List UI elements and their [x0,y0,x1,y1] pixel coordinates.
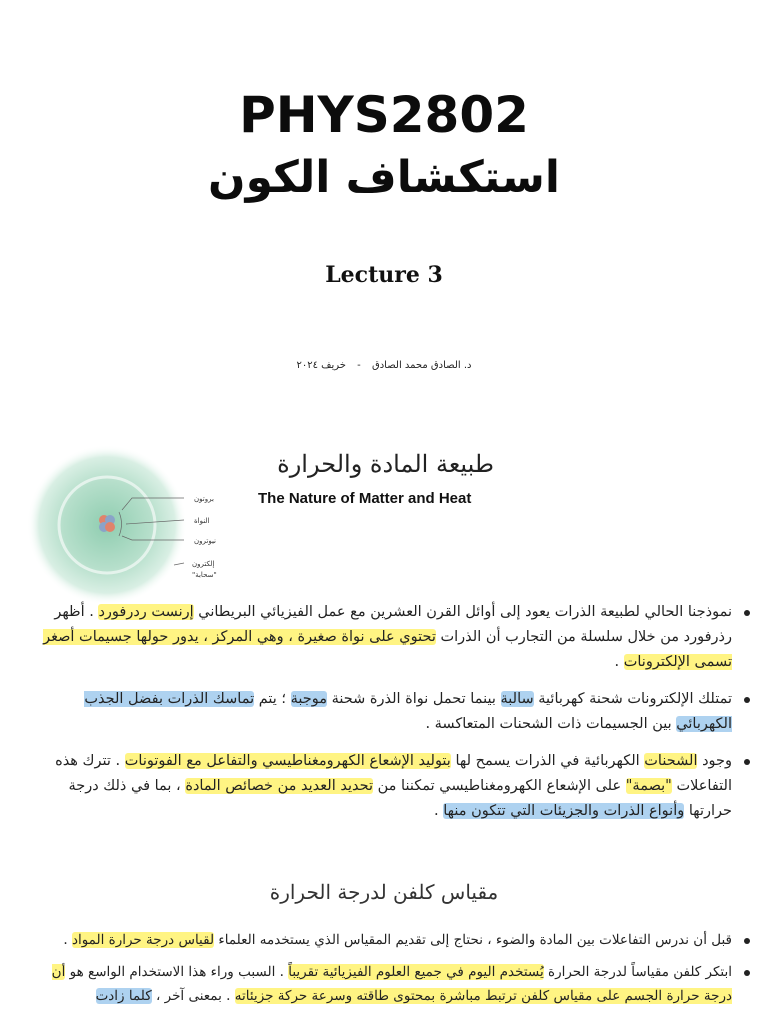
bullet-kelvin-scale: ابتكر كلفن مقياساً لدرجة الحرارة يُستخدم اليوم في جميع العلوم الفيزيائية تقريباً . السبب وراء هذا الاستخدام الواسع هو أن درجة حرارة الجسم على مقياس كلفن ترتبط مباشرة بمحتوى طاقته وسرعة حركة جزيئاته . بمعنى آخر ، كلما زادت [30,960,758,1008]
highlight: تحديد العديد من خصائص المادة [185,778,373,794]
highlight: كلما زادت [95,988,152,1004]
highlight: وأنواع الذرات والجزيئات التي تتكون منها [443,803,685,819]
highlight: موجبة [290,691,328,707]
highlight: تماسك الذرات بفضل الجذب الكهربائي [84,691,732,732]
course-name: استكشاف الكون [208,152,560,203]
proton-label: بروتون [194,495,214,503]
bullet-temperature-scale: قبل أن ندرس التفاعلات بين المادة والضوء ، نحتاج إلى تقديم المقياس الذي يستخدمه العلماء لقياس درجة حرارة المواد . [30,928,758,952]
cloud-label: "سحابة" [192,571,217,579]
instructor-name: د. الصادق محمد الصادق [371,360,472,371]
highlight: لقياس درجة حرارة المواد [71,932,215,948]
kelvin-bullets [30,928,758,1016]
nucleus-icon [99,515,115,532]
course-code: PHYS2802 [239,86,529,144]
highlight: "بصمة" [625,778,672,794]
atom-diagram [24,440,234,610]
nucleus-label: النواة [194,517,210,525]
kelvin-section-title: مقياس كلفن لدرجة الحرارة [269,880,499,904]
highlight: سالبة [500,691,534,707]
electron-label: إلكترون [192,560,215,568]
neutron-label: نيوترون [194,537,217,545]
section-title-english: The Nature of Matter and Heat [258,490,472,507]
highlight: أن درجة حرارة الجسم على مقياس كلفن ترتبط مباشرة بمحتوى طاقته وسرعة حركة جزيئاته [51,964,732,1004]
highlight: الشحنات [644,753,698,769]
highlight: تحتوي على نواة صغيرة ، وهي المركز ، يدور حولها جسيمات أصغر تسمى الإلكترونات [43,629,732,670]
section-title-arabic: طبيعة المادة والحرارة [277,450,494,478]
bullet-electric-charge: تمتلك الإلكترونات شحنة كهربائية سالبة بينما تحمل نواة الذرة شحنة موجبة ؛ يتم تماسك الذرات بفضل الجذب الكهربائي بين الجسيمات ذات الشحنات المتعاكسة . [30,687,758,737]
highlight: يُستخدم اليوم في جميع العلوم الفيزيائية تقريباً [288,964,544,980]
lecture-number: Lecture 3 [325,262,443,288]
matter-heat-bullets [30,600,758,836]
highlight: إرنست ردرفورد [98,604,194,620]
term: خريف ٢٠٢٤ [296,360,346,371]
bullet-rutherford-model: نموذجنا الحالي لطبيعة الذرات يعود إلى أوائل القرن العشرين مع عمل الفيزيائي البريطاني إرنست ردرفورد . أظهر رذرفورد من خلال سلسلة من التجارب أن الذرات تحتوي على نواة صغيرة ، وهي المركز ، يدور حولها جسيمات أصغر تسمى الإلكترونات . [30,600,758,675]
byline [0,360,768,371]
bullet-radiation-fingerprint: وجود الشحنات الكهربائية في الذرات يسمح لها بتوليد الإشعاع الكهرومغناطيسي والتفاعل مع الفوتونات . تترك هذه التفاعلات "بصمة" على الإشعاع الكهرومغناطيسي تمكننا من تحديد العديد من خصائص المادة ، بما في ذلك درجة حرارتها وأنواع الذرات والجزيئات التي تتكون منها . [30,749,758,824]
highlight: بتوليد الإشعاع الكهرومغناطيسي والتفاعل مع الفوتونات [124,753,451,769]
byline-separator: - [357,360,361,371]
